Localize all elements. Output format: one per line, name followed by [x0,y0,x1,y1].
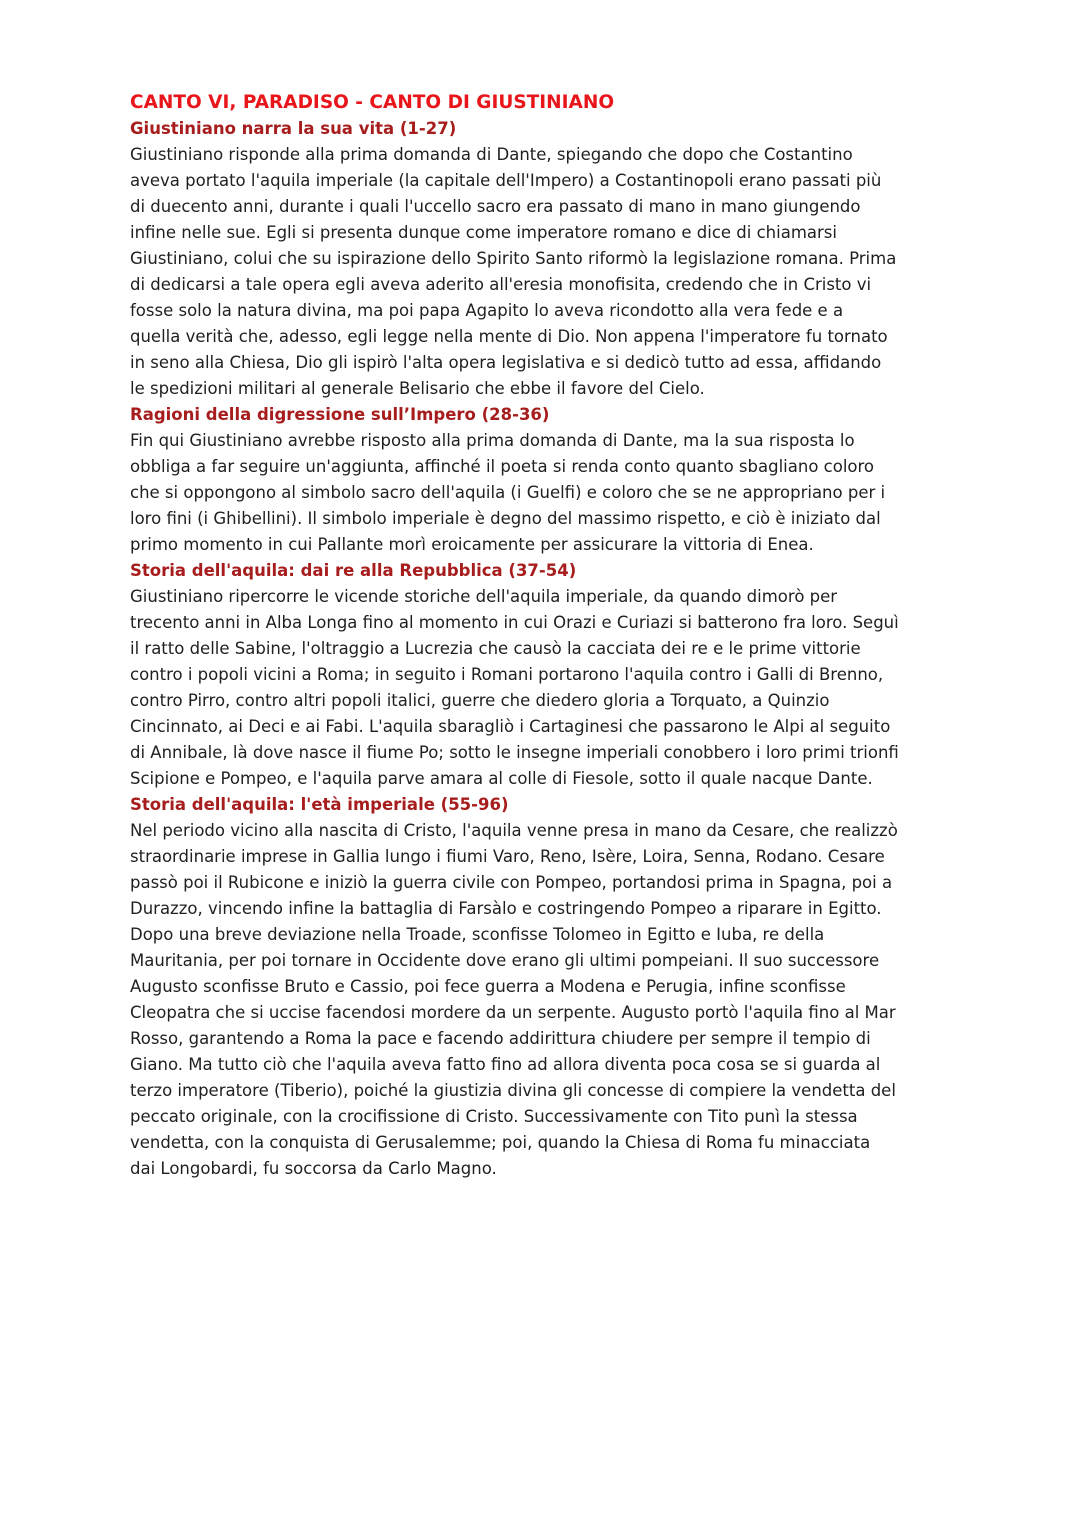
text-line: Rosso, garantendo a Roma la pace e facendo addirittura chiudere per sempre il tempio di [130,1029,871,1048]
text-line: obbliga a far seguire un'aggiunta, affinché il poeta si renda conto quanto sbagliano coloro [130,457,875,476]
text-line: contro i popoli vicini a Roma; in seguito i Romani portarono l'aquila contro i Galli di Brenno, [130,665,884,684]
text-line: il ratto delle Sabine, l'oltraggio a Lucrezia che causò la cacciata dei re e le prime vittorie [130,639,861,658]
text-line: Fin qui Giustiniano avrebbe risposto alla prima domanda di Dante, ma la sua risposta lo [130,431,855,450]
text-line: primo momento in cui Pallante morì eroicamente per assicurare la vittoria di Enea. [130,535,814,554]
section-storia-aquila-repubblica [130,558,960,792]
section-ragioni-digressione [130,402,960,558]
text-line: terzo imperatore (Tiberio), poiché la giustizia divina gli concesse di compiere la vendetta del [130,1081,896,1100]
section-body [130,428,960,558]
text-line: le spedizioni militari al generale Belisario che ebbe il favore del Cielo. [130,379,705,398]
text-line: Giustiniano risponde alla prima domanda di Dante, spiegando che dopo che Costantino [130,145,853,164]
text-line: quella verità che, adesso, egli legge nella mente di Dio. Non appena l'imperatore fu tornato [130,327,888,346]
text-line: di Annibale, là dove nasce il fiume Po; sotto le insegne imperiali conobbero i loro primi trionfi [130,743,899,762]
text-line: Durazzo, vincendo infine la battaglia di Farsàlo e costringendo Pompeo a riparare in Egitto. [130,899,882,918]
text-line: in seno alla Chiesa, Dio gli ispirò l'alta opera legislativa e si dedicò tutto ad essa, affidando [130,353,882,372]
text-line: aveva portato l'aquila imperiale (la capitale dell'Impero) a Costantinopoli erano passati più [130,171,882,190]
text-line: loro fini (i Ghibellini). Il simbolo imperiale è degno del massimo rispetto, e ciò è iniziato dal [130,509,881,528]
text-line: dai Longobardi, fu soccorsa da Carlo Magno. [130,1159,497,1178]
text-line: Giustiniano ripercorre le vicende storiche dell'aquila imperiale, da quando dimorò per [130,587,838,606]
text-line: Cincinnato, ai Deci e ai Fabi. L'aquila sbaragliò i Cartaginesi che passarono le Alpi al seguito [130,717,891,736]
text-line: Mauritania, per poi tornare in Occidente dove erano gli ultimi pompeiani. Il suo successore [130,951,880,970]
text-line: passò poi il Rubicone e iniziò la guerra civile con Pompeo, portandosi prima in Spagna, poi a [130,873,893,892]
text-line: peccato originale, con la crocifissione di Cristo. Successivamente con Tito punì la stessa [130,1107,858,1126]
section-heading: Storia dell'aquila: l'età imperiale (55-96) [130,795,509,814]
text-line: vendetta, con la conquista di Gerusalemme; poi, quando la Chiesa di Roma fu minacciata [130,1133,871,1152]
text-line: contro Pirro, contro altri popoli italici, guerre che diedero gloria a Torquato, a Quinzio [130,691,830,710]
section-giustiniano-narra [130,116,960,402]
text-line: Giano. Ma tutto ciò che l'aquila aveva fatto fino ad allora diventa poca cosa se si guarda al [130,1055,881,1074]
section-body [130,142,960,402]
text-line: trecento anni in Alba Longa fino al momento in cui Orazi e Curiazi si batterono fra loro. Seguì [130,613,899,632]
text-line: Cleopatra che si uccise facendosi mordere da un serpente. Augusto portò l'aquila fino al Mar [130,1003,896,1022]
section-heading: Ragioni della digressione sull’Impero (28-36) [130,405,550,424]
text-line: di duecento anni, durante i quali l'uccello sacro era passato di mano in mano giungendo [130,197,861,216]
text-line: fosse solo la natura divina, ma poi papa Agapito lo aveva ricondotto alla vera fede e a [130,301,844,320]
text-line: straordinarie imprese in Gallia lungo i fiumi Varo, Reno, Isère, Loira, Senna, Rodano. Cesare [130,847,885,866]
document-page [130,90,960,1182]
section-body [130,818,960,1182]
section-heading: Storia dell'aquila: dai re alla Repubblica (37-54) [130,561,577,580]
text-line: Augusto sconfisse Bruto e Cassio, poi fece guerra a Modena e Perugia, infine sconfisse [130,977,846,996]
section-storia-aquila-imperiale [130,792,960,1182]
text-line: che si oppongono al simbolo sacro dell'aquila (i Guelfi) e coloro che se ne appropriano per i [130,483,886,502]
section-heading: Giustiniano narra la sua vita (1-27) [130,119,457,138]
text-line: Giustiniano, colui che su ispirazione dello Spirito Santo riformò la legislazione romana. Prima [130,249,897,268]
text-line: Nel periodo vicino alla nascita di Cristo, l'aquila venne presa in mano da Cesare, che realizzò [130,821,898,840]
text-line: di dedicarsi a tale opera egli aveva aderito all'eresia monofisita, credendo che in Cristo vi [130,275,872,294]
text-line: Dopo una breve deviazione nella Troade, sconfisse Tolomeo in Egitto e Iuba, re della [130,925,825,944]
text-line: infine nelle sue. Egli si presenta dunque come imperatore romano e dice di chiamarsi [130,223,837,242]
document-title: CANTO VI, PARADISO - CANTO DI GIUSTINIANO [130,92,615,113]
section-body [130,584,960,792]
text-line: Scipione e Pompeo, e l'aquila parve amara al colle di Fiesole, sotto il quale nacque Dante. [130,769,873,788]
